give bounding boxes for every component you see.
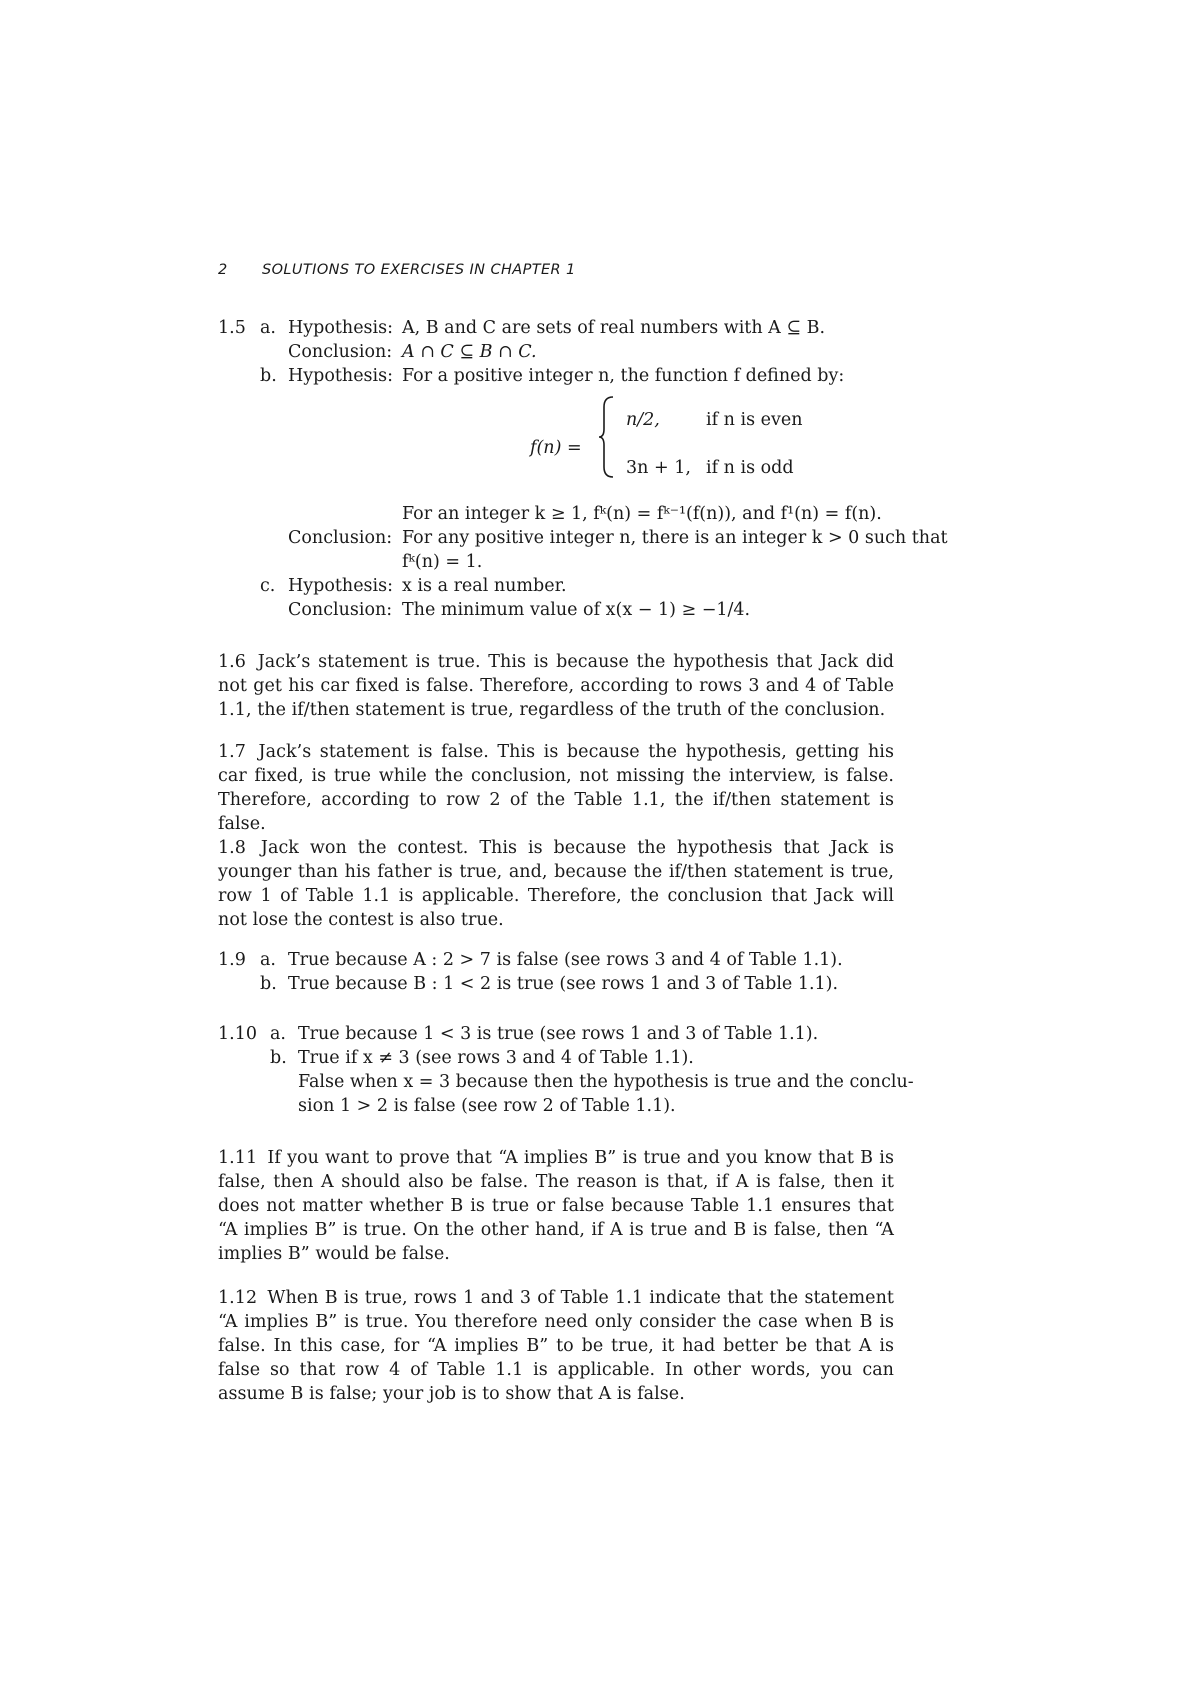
exercise-1-11	[218, 1146, 894, 1266]
definition-note: For an integer k ≥ 1, fᵏ(n) = fᵏ⁻¹(f(n)), and f¹(n) = f(n).	[402, 504, 882, 524]
exercise-1-12	[218, 1286, 894, 1406]
item-label: a.	[260, 950, 276, 970]
item-label: b.	[260, 974, 277, 994]
case-value-1: n/2,	[626, 410, 660, 430]
exercise-number: 1.5	[218, 318, 246, 338]
conclusion-label: Conclusion:	[288, 342, 393, 362]
exercise-text: If you want to prove that “A implies B” is true and you know that B is false, then A should also be false. The reason is that, if A is false, then it does not matter whether B is true or false because Table 1.1 ensures that “A implies B” is true. On the other hand, if A is true and B is false, then “A implies B” would be false.	[218, 1148, 894, 1264]
item-label: c.	[260, 576, 276, 596]
conclusion-text: For any positive integer n, there is an integer k > 0 such that	[402, 528, 948, 548]
conclusion-label: Conclusion:	[288, 600, 393, 620]
item-text: True because B : 1 < 2 is true (see rows 1 and 3 of Table 1.1).	[288, 974, 839, 994]
exercise-number: 1.6	[218, 652, 246, 672]
item-text: True because 1 < 3 is true (see rows 1 and 3 of Table 1.1).	[298, 1024, 819, 1044]
hypothesis-text: x is a real number.	[402, 576, 567, 596]
case-value-2: 3n + 1,	[626, 458, 691, 478]
exercise-number: 1.12	[218, 1288, 258, 1308]
hypothesis-text: For a positive integer n, the function f defined by:	[402, 366, 845, 386]
item-text: True if x ≠ 3 (see rows 3 and 4 of Table 1.1).	[298, 1048, 694, 1068]
left-brace-icon	[598, 395, 616, 479]
item-label: b.	[260, 366, 277, 386]
item-text: True because A : 2 > 7 is false (see rows 3 and 4 of Table 1.1).	[288, 950, 843, 970]
exercise-number: 1.9	[218, 950, 246, 970]
hypothesis-text: A, B and C are sets of real numbers with A ⊆ B.	[402, 318, 826, 338]
page-number: 2	[218, 262, 228, 278]
exercise-text: Jack won the contest. This is because the hypothesis that Jack is younger than his father is true, and, because the if/then statement is true, row 1 of Table 1.1 is applicable. Therefore, the conclusion that Jack will not lose the contest is also true.	[218, 838, 894, 930]
item-text: False when x = 3 because then the hypothesis is true and the conclu-	[298, 1072, 914, 1092]
hypothesis-label: Hypothesis:	[288, 576, 393, 596]
function-lhs: f(n) =	[530, 438, 582, 458]
exercise-1-7	[218, 740, 894, 836]
item-label: a.	[270, 1024, 286, 1044]
exercise-text: Jack’s statement is false. This is because the hypothesis, getting his car fixed, is true while the conclusion, not missing the interview, is false. Therefore, according to row 2 of the Table 1.1, the if/then statement is false.	[218, 742, 894, 834]
hypothesis-label: Hypothesis:	[288, 318, 393, 338]
exercise-1-6	[218, 650, 894, 722]
exercise-number: 1.8	[218, 838, 246, 858]
chapter-title: SOLUTIONS TO EXERCISES IN CHAPTER 1	[262, 262, 576, 278]
hypothesis-label: Hypothesis:	[288, 366, 393, 386]
item-label: b.	[270, 1048, 287, 1068]
item-label: a.	[260, 318, 276, 338]
item-text: sion 1 > 2 is false (see row 2 of Table 1.1).	[298, 1096, 676, 1116]
exercise-text: When B is true, rows 1 and 3 of Table 1.1 indicate that the statement “A implies B” is true. You therefore need only consider the case when B is false. In this case, for “A implies B” to be true, it had better be that A is false so that row 4 of Table 1.1 is applicable. In other words, you can assume B is false; your job is to show that A is false.	[218, 1288, 894, 1404]
case-condition-2: if n is odd	[706, 458, 794, 478]
conclusion-text: A ∩ C ⊆ B ∩ C.	[402, 342, 537, 362]
conclusion-text: The minimum value of x(x − 1) ≥ −1/4.	[402, 600, 751, 620]
exercise-number: 1.7	[218, 742, 246, 762]
exercise-number: 1.10	[218, 1024, 257, 1044]
running-header	[218, 262, 576, 278]
exercise-1-8	[218, 836, 894, 932]
conclusion-label: Conclusion:	[288, 528, 393, 548]
case-condition-1: if n is even	[706, 410, 803, 430]
conclusion-text: fᵏ(n) = 1.	[402, 552, 483, 572]
exercise-number: 1.11	[218, 1148, 258, 1168]
exercise-text: Jack’s statement is true. This is because the hypothesis that Jack did not get his car fixed is false. Therefore, according to rows 3 and 4 of Table 1.1, the if/then statement is true, regardless of the truth of the conclusion.	[218, 652, 894, 720]
